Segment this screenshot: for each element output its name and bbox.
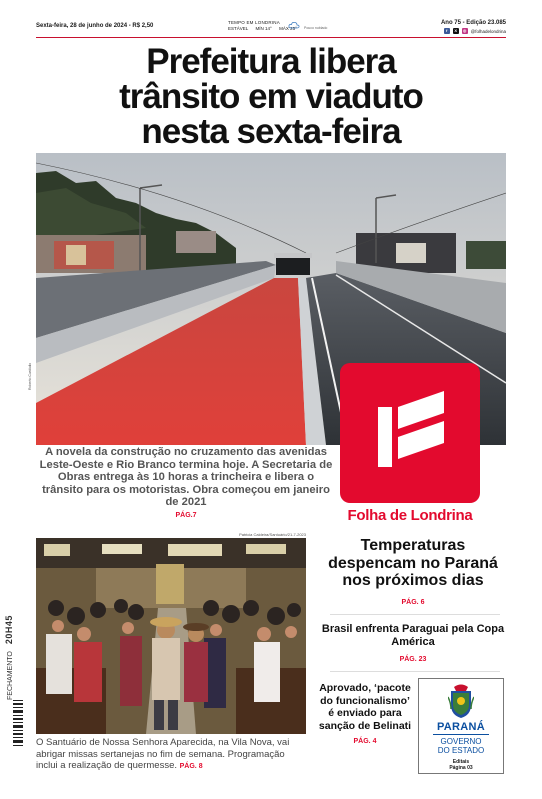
story-divider (330, 614, 500, 615)
instagram-icon[interactable]: ◎ (462, 28, 467, 33)
headline-line-1: Prefeitura libera (146, 42, 396, 81)
santuario-caption[interactable] (36, 737, 308, 773)
santuario-page[interactable]: PÁG. 8 (179, 763, 203, 770)
weather-note: Pouco nublado (304, 26, 328, 30)
lead-story[interactable] (36, 446, 336, 522)
story-page[interactable]: PÁG. 4 (353, 738, 377, 745)
story-title: Aprovado, ‘pacote do funcionalismo’ é enviado para sanção de Belinati (318, 682, 412, 732)
social-links (444, 28, 506, 34)
gov-state-name: PARANÁ (436, 721, 486, 733)
story-page[interactable]: PÁG. 23 (399, 656, 427, 663)
date-price: Sexta-feira, 28 de junho de 2024 - R$ 2,50 (36, 23, 154, 29)
social-handle[interactable]: @folhadelondrina (470, 28, 506, 34)
parana-crest-icon (448, 683, 474, 719)
fechamento-time: 20H45 (4, 615, 14, 645)
weather-min: MÍN 14° (255, 26, 272, 31)
barcode-icon (13, 700, 23, 746)
story-title: Temperaturas despencam no Paraná nos próximos dias (328, 537, 498, 589)
gov-line-1: GOVERNO (440, 737, 482, 746)
headline-line-3: nesta sexta-feira (141, 112, 401, 151)
facebook-icon[interactable]: f (444, 28, 450, 34)
weather-title: TEMPO EM LONDRINA (228, 20, 280, 25)
edition-number: Ano 75 - Edição 23.085 (440, 20, 506, 26)
masthead-rule (36, 37, 506, 38)
second-photo-credit: Patricia Caldeira/Santuário/21-7-2023 (239, 532, 306, 537)
main-headline[interactable] (36, 44, 506, 149)
fechamento-stamp (4, 615, 14, 700)
story-title: Brasil enfrenta Paraguai pela Copa América (321, 623, 505, 648)
masthead-bar (36, 20, 506, 36)
story-funcionalismo[interactable] (318, 682, 412, 749)
gov-editais-page[interactable]: Página 03 (449, 765, 473, 771)
gov-line-2: DO ESTADO (437, 746, 485, 755)
santuario-caption-text: O Santuário de Nossa Senhora Aparecida, na Vila Nova, vai abrigar missas sertanejas no fim de semana. Programação inclui a realização de quermesse. (36, 737, 290, 771)
gov-divider (433, 734, 489, 735)
folha-f-icon (340, 363, 480, 503)
story-copa-america[interactable] (320, 623, 506, 666)
cloud-icon (288, 21, 300, 29)
story-temperaturas[interactable] (320, 537, 506, 611)
santuario-photo[interactable] (36, 538, 306, 734)
gov-editais (419, 759, 503, 771)
headline-line-2: trânsito em viaduto (119, 77, 423, 116)
fechamento-label: FECHAMENTO (7, 651, 14, 700)
weather-max: MÁX 25° (279, 26, 297, 31)
governo-parana-ad[interactable] (418, 678, 504, 774)
story-page[interactable]: PÁG. 6 (401, 598, 425, 606)
story-divider (330, 671, 500, 672)
lead-story-page[interactable]: PÁG.7 (175, 511, 197, 519)
gov-editais-label: Editais (452, 759, 470, 765)
main-photo-credit: Roberto Custódio (28, 362, 32, 390)
lead-story-text: A novela da construção no cruzamento das avenidas Leste-Oeste e Rio Branco termina hoje. A Secretaria de Obras entrega às 10 horas a trincheira e libera o trânsito para os motoristas. Obra começou em janeiro de 2021 (39, 446, 333, 508)
folha-logo-name: Folha de Londrina (347, 507, 473, 524)
x-icon[interactable]: X (454, 28, 457, 33)
weather-condition: ESTÁVEL (228, 26, 249, 31)
folha-logo[interactable] (340, 363, 480, 503)
